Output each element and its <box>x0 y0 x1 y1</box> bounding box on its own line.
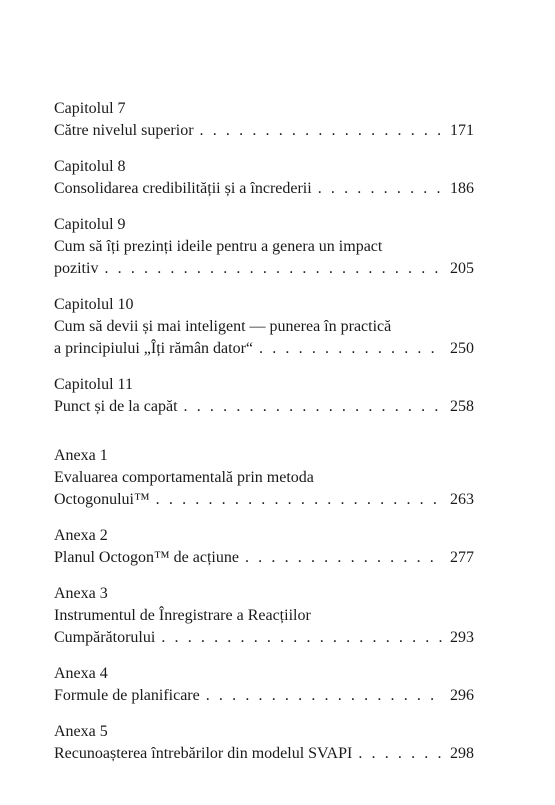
toc-entry-title-line <box>54 743 474 765</box>
toc-entry-title: Cumpărătorului <box>54 629 156 646</box>
toc-entry-title-line <box>54 178 474 200</box>
toc-entry-capitolul-9 <box>54 214 474 280</box>
toc-entry-label: Anexa 4 <box>54 665 108 682</box>
toc-entry-page-number: 277 <box>450 549 474 566</box>
toc-entry-title: pozitiv <box>54 260 99 277</box>
toc-entry-page-number: 258 <box>450 398 474 415</box>
toc-entry-title-line <box>54 685 474 707</box>
toc-entry-title-line: Instrumentul de Înregistrare a Reacțiilor <box>54 607 311 624</box>
toc-entry-title-line: Evaluarea comportamentală prin metoda <box>54 469 314 486</box>
toc-entry-page-number: 298 <box>450 745 474 762</box>
toc-entry-anexa-5 <box>54 721 474 765</box>
toc-entry-capitolul-11 <box>54 374 474 418</box>
toc-entry-page-number: 296 <box>450 687 474 704</box>
toc-entry-capitolul-10 <box>54 294 474 360</box>
dot-leader <box>156 489 444 511</box>
dot-leader <box>200 120 444 142</box>
toc-entry-page-number: 293 <box>450 629 474 646</box>
dot-leader <box>259 338 444 360</box>
toc-entry-title-line: Cum să îți prezinți ideile pentru a genera un impact <box>54 238 383 255</box>
toc-entry-title: Octogonului™ <box>54 491 150 508</box>
toc-entry-page-number: 186 <box>450 180 474 197</box>
dot-leader <box>104 258 444 280</box>
dot-leader <box>245 547 444 569</box>
toc-entry-anexa-3 <box>54 583 474 649</box>
dot-leader <box>184 396 444 418</box>
toc-entry-title-line <box>54 258 474 280</box>
toc-entry-label: Anexa 3 <box>54 585 108 602</box>
toc-entry-title-line <box>54 396 474 418</box>
toc-entry-title: Către nivelul superior <box>54 122 194 139</box>
dot-leader <box>318 178 444 200</box>
toc-entry-anexa-2 <box>54 525 474 569</box>
toc-entry-title: Punct și de la capăt <box>54 398 178 415</box>
dot-leader <box>161 627 444 649</box>
toc-entry-title-line <box>54 338 474 360</box>
toc-entry-label: Capitolul 8 <box>54 158 126 175</box>
toc-entry-title: Formule de planificare <box>54 687 200 704</box>
toc-entry-capitolul-7 <box>54 98 474 142</box>
toc-entry-anexa-1 <box>54 445 474 511</box>
toc-entry-title-line: Cum să devii și mai inteligent — punerea în practică <box>54 318 392 335</box>
toc-entry-label: Capitolul 11 <box>54 376 133 393</box>
toc-entry-label: Capitolul 9 <box>54 216 126 233</box>
toc-entry-page-number: 263 <box>450 491 474 508</box>
toc-entry-page-number: 250 <box>450 340 474 357</box>
toc-entry-anexa-4 <box>54 663 474 707</box>
toc-entry-page-number: 171 <box>450 122 474 139</box>
dot-leader <box>358 743 444 765</box>
toc-entry-label: Anexa 2 <box>54 527 108 544</box>
toc-entry-capitolul-8 <box>54 156 474 200</box>
toc-entry-title-line <box>54 489 474 511</box>
toc-entry-title-line <box>54 120 474 142</box>
toc-entry-label: Capitolul 10 <box>54 296 134 313</box>
toc-entry-page-number: 205 <box>450 260 474 277</box>
toc-entry-title-line <box>54 547 474 569</box>
toc-entry-title: Consolidarea credibilității și a încrederii <box>54 180 312 197</box>
toc-entry-label: Anexa 1 <box>54 447 108 464</box>
toc-entry-label: Capitolul 7 <box>54 100 126 117</box>
toc-entry-title: Recunoașterea întrebărilor din modelul SVAPI <box>54 745 353 762</box>
toc-entry-title: a principiului „Îți rămân dator“ <box>54 340 254 357</box>
dot-leader <box>206 685 444 707</box>
toc-entry-title: Planul Octogon™ de acțiune <box>54 549 239 566</box>
toc-entry-label: Anexa 5 <box>54 723 108 740</box>
toc-entry-title-line <box>54 627 474 649</box>
